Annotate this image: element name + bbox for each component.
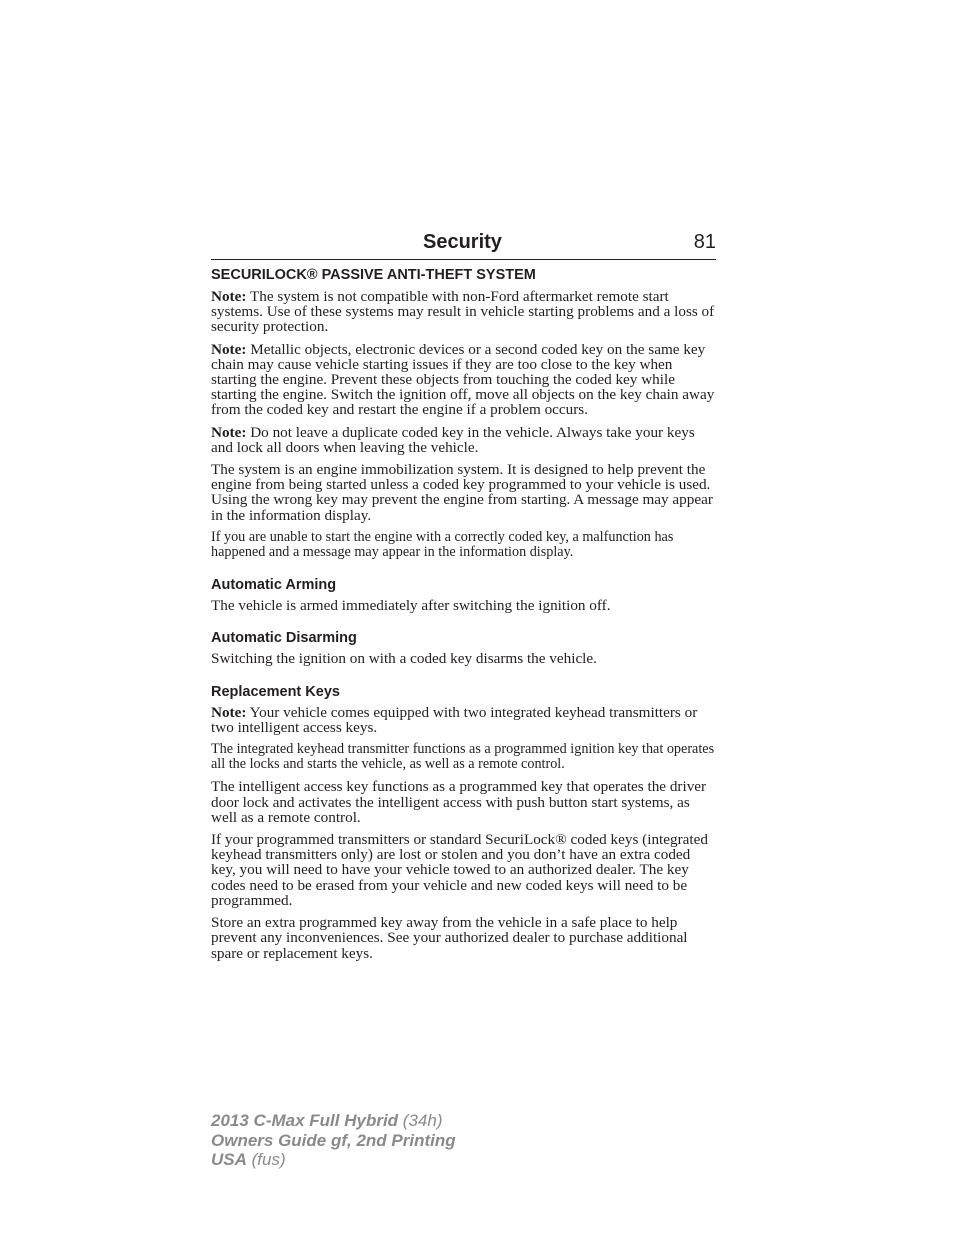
body-paragraph: The vehicle is armed immediately after switching the ignition off. [211,597,611,615]
page-number: 81 [693,231,716,253]
section-title: SECURILOCK® PASSIVE ANTI-THEFT SYSTEM [211,267,536,283]
footer-model: 2013 C-Max Full Hybrid [211,1111,399,1130]
note-text: Do not leave a duplicate coded key in the vehicle. Always take your keys and lock all doors when leaving the vehicle. [211,423,695,456]
footer-region: USA [211,1150,247,1169]
page-title: Security [423,231,502,253]
page-header [211,229,716,260]
body-paragraph: If your programmed transmitters or standard SecuriLock® coded keys (integrated keyhead transmitters only) are lost or stolen and you don’t have an extra coded key, you will need to have your vehicle towed to an authorized dealer. The key codes need to be erased from your vehicle and new coded keys will need to be programmed. [211,831,708,909]
body-paragraph: Switching the ignition on with a coded key disarms the vehicle. [211,650,597,668]
note-label: Note: [211,703,247,721]
footer-line [211,1131,456,1151]
note-paragraph [211,289,717,335]
footer-guide: Owners Guide gf, 2nd Printing [211,1130,456,1150]
automatic-disarming-heading: Automatic Disarming [211,630,357,647]
note-text: The system is not compatible with non-Ford aftermarket remote start systems. Use of these systems may result in vehicle starting problems and a loss of security protection. [211,288,715,336]
document-footer [211,1111,456,1170]
note-label: Note: [211,288,247,305]
note-label: Note: [211,423,247,441]
body-paragraph: The integrated keyhead transmitter functions as a programmed ignition key that operates all the locks and starts the vehicle, as well as a remote control. [211,741,715,773]
note-paragraph [211,342,717,418]
footer-line [211,1111,456,1131]
replacement-keys-heading: Replacement Keys [211,683,340,700]
body-paragraph: If you are unable to start the engine with a correctly coded key, a malfunction has happened and a message may appear in the information display. [211,528,674,561]
note-paragraph [211,425,717,455]
footer-line [211,1150,456,1170]
footer-model-code: (34h) [402,1111,443,1130]
note-text: Your vehicle comes equipped with two integrated keyhead transmitters or two intelligent access keys. [211,703,698,736]
note-label: Note: [211,340,247,358]
body-paragraph: The intelligent access key functions as a programmed key that operates the driver door lock and activates the intelligent access with push button start systems, as well as a remote control. [211,778,707,826]
body-paragraph: The system is an engine immobilization system. It is designed to help prevent the engine from being started unless a coded key programmed to your vehicle is used. Using the wrong key may prevent the engine from starting. A message may appear in the information display. [211,461,713,524]
automatic-arming-heading: Automatic Arming [211,577,337,594]
body-paragraph: Store an extra programmed key away from the vehicle in a safe place to help prevent any inconveniences. See your authorized dealer to purchase additional spare or replacement keys. [211,914,688,962]
note-text: Metallic objects, electronic devices or a second coded key on the same key chain may cause vehicle starting issues if they are too close to the key when starting the engine. Prevent these objects from touching the coded key while starting the engine. Switch the ignition off, move all objects on the key chain away from the coded key and restart the engine if a problem occurs. [211,340,715,419]
note-paragraph [211,705,717,735]
footer-region-code: (fus) [251,1150,286,1169]
page-content [211,266,717,968]
